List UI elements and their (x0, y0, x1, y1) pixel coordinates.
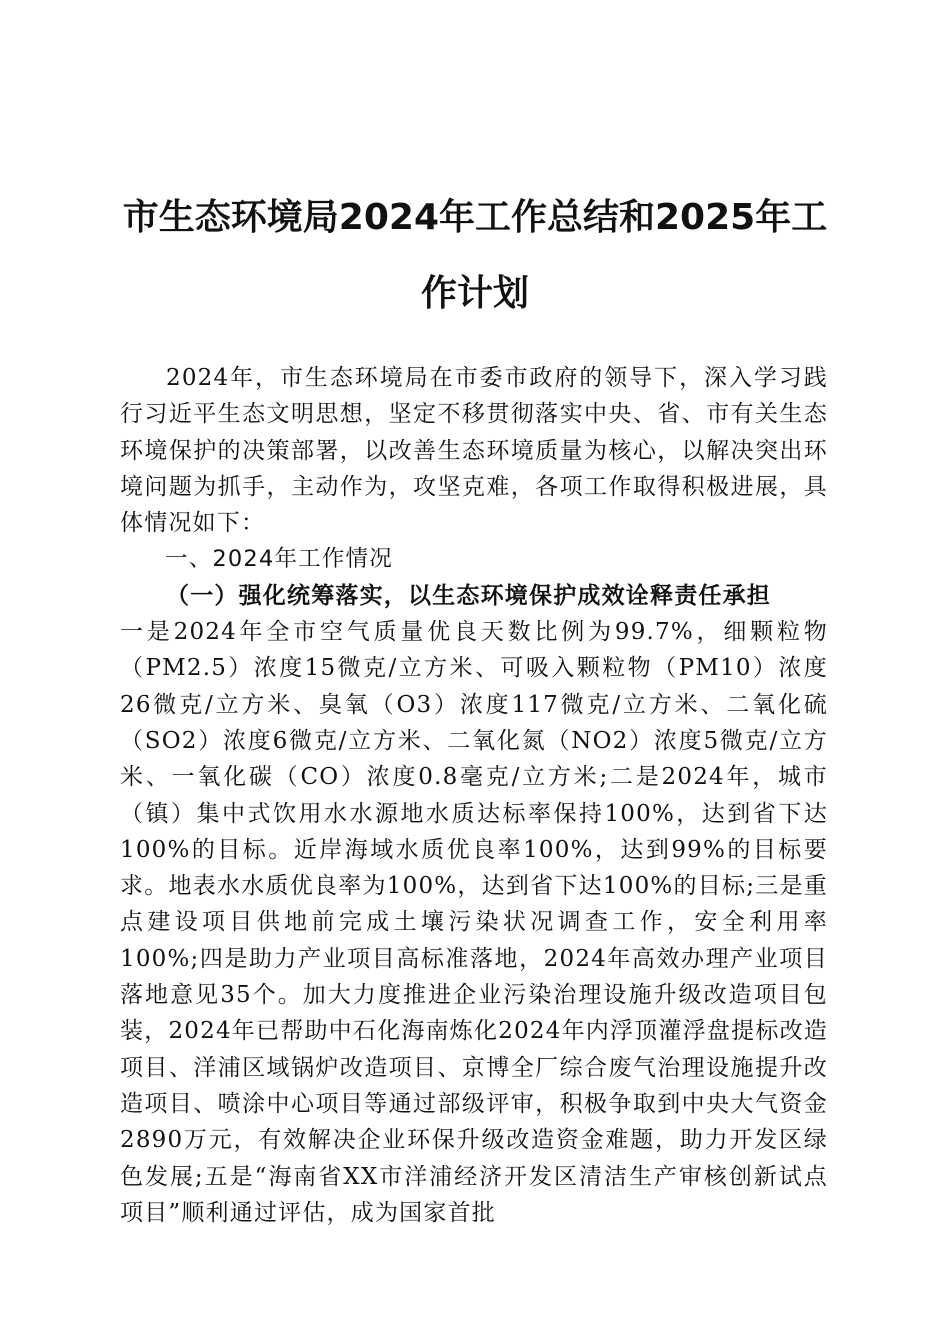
section-heading: 一、2024年工作情况 (165, 546, 393, 573)
document-title: 市生态环境局2024年工作总结和2025年工作计划 (122, 197, 828, 314)
subsection-body: 一是2024年全市空气质量优良天数比例为99.7%，细颗粒物（PM2.5）浓度15微克/立方米、可吸入颗粒物（PM10）浓度26微克/立方米、臭氧（O3）浓度117微克/立方米、二氧化硫（SO2）浓度6微克/立方米、二氧化氮（NO2）浓度5微克/立方米、一氧化碳（CO）浓度0.8毫克/立方米;二是2024年，城市（镇）集中式饮用水水源地水质达标率保持100%，达到省下达100%的目标。近岸海域水质优良率100%，达到99%的目标要求。地表水水质优良率为100%，达到省下达100%的目标;三是重点建设项目供地前完成土壤污染状况调查工作，安全利用率100%;四是助力产业项目高标准落地，2024年高效办理产业项目落地意见35个。加大力度推进企业污染治理设施升级改造项目包装，2024年已帮助中石化海南炼化2024年内浮顶灌浮盘提标改造项目、洋浦区域锅炉改造项目、京博全厂综合废气治理设施提升改造项目、喷涂中心项目等通过部级评审，积极争取到中央大气资金2890万元，有效解决企业环保升级改造资金难题，助力开发区绿色发展;五是“海南省XX市洋浦经济开发区清洁生产审核创新试点项目”顺利通过评估，成为国家首批 (120, 619, 828, 1226)
intro-paragraph: 2024年，市生态环境局在市委市政府的领导下，深入学习践行习近平生态文明思想，坚定不移贯彻落实中央、省、市有关生态环境保护的决策部署，以改善生态环境质量为核心，以解决突出环境问题为抓手，主动作为，攻坚克难，各项工作取得积极进展，具体情况如下： (120, 365, 828, 537)
subsection-heading: （一）强化统筹落实，以生态环境保护成效诠释责任承担 (166, 581, 771, 609)
document-body (120, 360, 828, 1231)
